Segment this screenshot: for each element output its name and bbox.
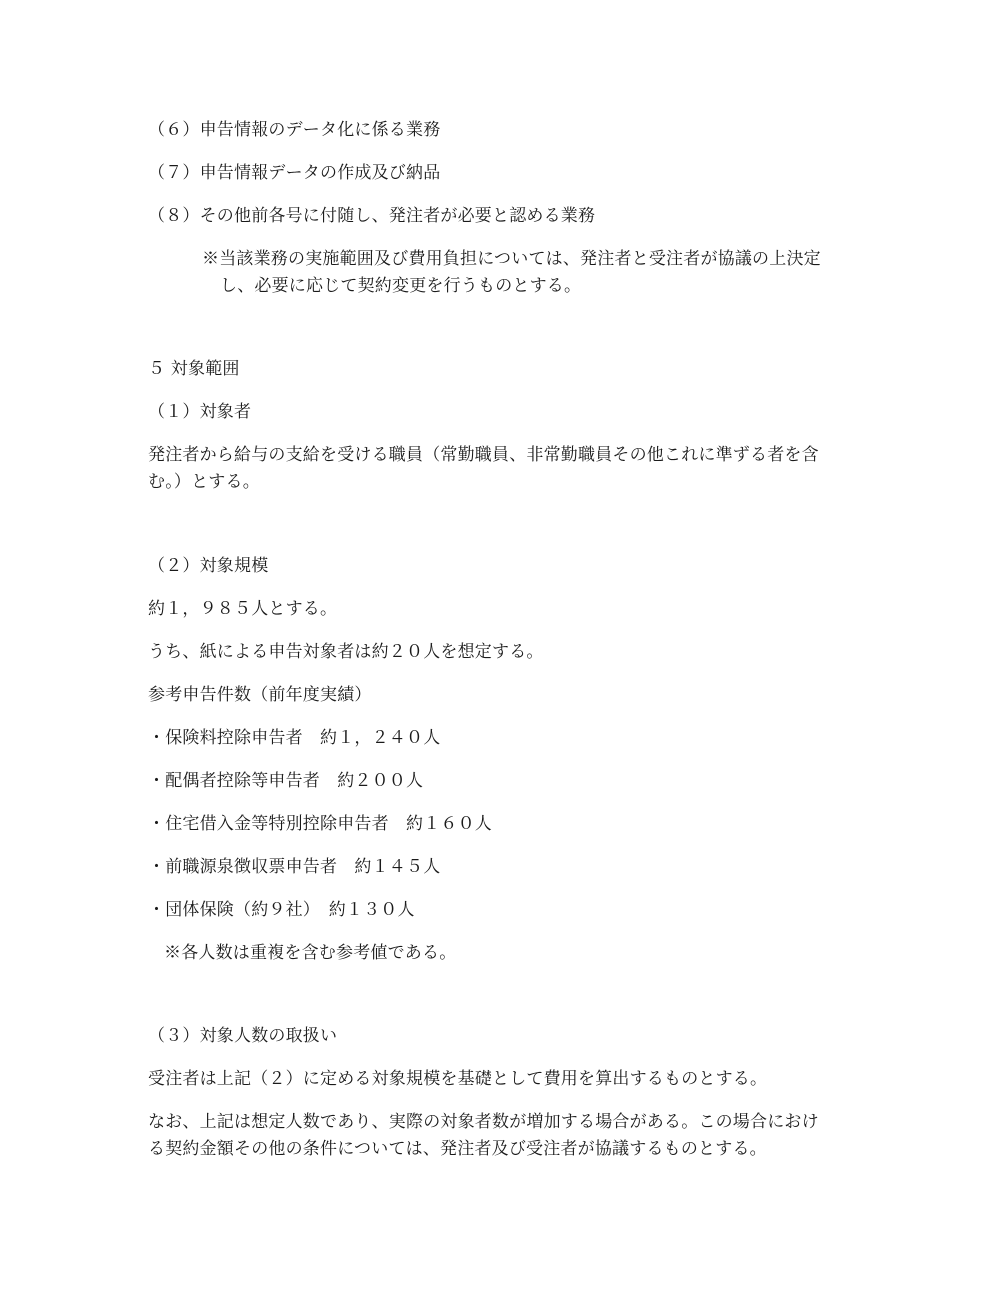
reference-note: ※各人数は重複を含む参考値である。 bbox=[164, 943, 457, 963]
paragraph-line: 発注者から給与の支給を受ける職員（常勤職員、非常勤職員その他これに準ずる者を含 bbox=[148, 445, 819, 465]
scale-text: 約１，９８５人とする。 bbox=[148, 599, 338, 619]
reference-item: ・住宅借入金等特別控除申告者 約１６０人 bbox=[148, 814, 492, 834]
subsection-heading-1: （１）対象者 bbox=[148, 402, 252, 422]
paper-text: うち、紙による申告対象者は約２０人を想定する。 bbox=[148, 642, 544, 662]
list-item-6: （６）申告情報のデータ化に係る業務 bbox=[148, 120, 441, 140]
paragraph-line: なお、上記は想定人数であり、実際の対象者数が増加する場合がある。この場合におけ bbox=[148, 1112, 819, 1132]
section-heading: ５ 対象範囲 bbox=[148, 359, 240, 379]
list-item-7: （７）申告情報データの作成及び納品 bbox=[148, 163, 441, 183]
paragraph-line: 受注者は上記（２）に定める対象規模を基礎として費用を算出するものとする。 bbox=[148, 1069, 768, 1089]
reference-heading: 参考申告件数（前年度実績） bbox=[148, 685, 372, 705]
note-line-1: ※当該業務の実施範囲及び費用負担については、発注者と受注者が協議の上決定 bbox=[202, 249, 821, 269]
reference-item: ・前職源泉徴収票申告者 約１４５人 bbox=[148, 857, 441, 877]
paragraph-line: む。）とする。 bbox=[148, 472, 260, 492]
reference-item: ・団体保険（約９社） 約１３０人 bbox=[148, 900, 415, 920]
list-item-8: （８）その他前各号に付随し、発注者が必要と認める業務 bbox=[148, 206, 596, 226]
subsection-heading-3: （３）対象人数の取扱い bbox=[148, 1026, 338, 1046]
note-line-2: し、必要に応じて契約変更を行うものとする。 bbox=[220, 276, 582, 296]
paragraph-line: る契約金額その他の条件については、発注者及び受注者が協議するものとする。 bbox=[148, 1139, 767, 1159]
subsection-heading-2: （２）対象規模 bbox=[148, 556, 269, 576]
reference-item: ・配偶者控除等申告者 約２００人 bbox=[148, 771, 424, 791]
reference-item: ・保険料控除申告者 約１，２４０人 bbox=[148, 728, 441, 748]
